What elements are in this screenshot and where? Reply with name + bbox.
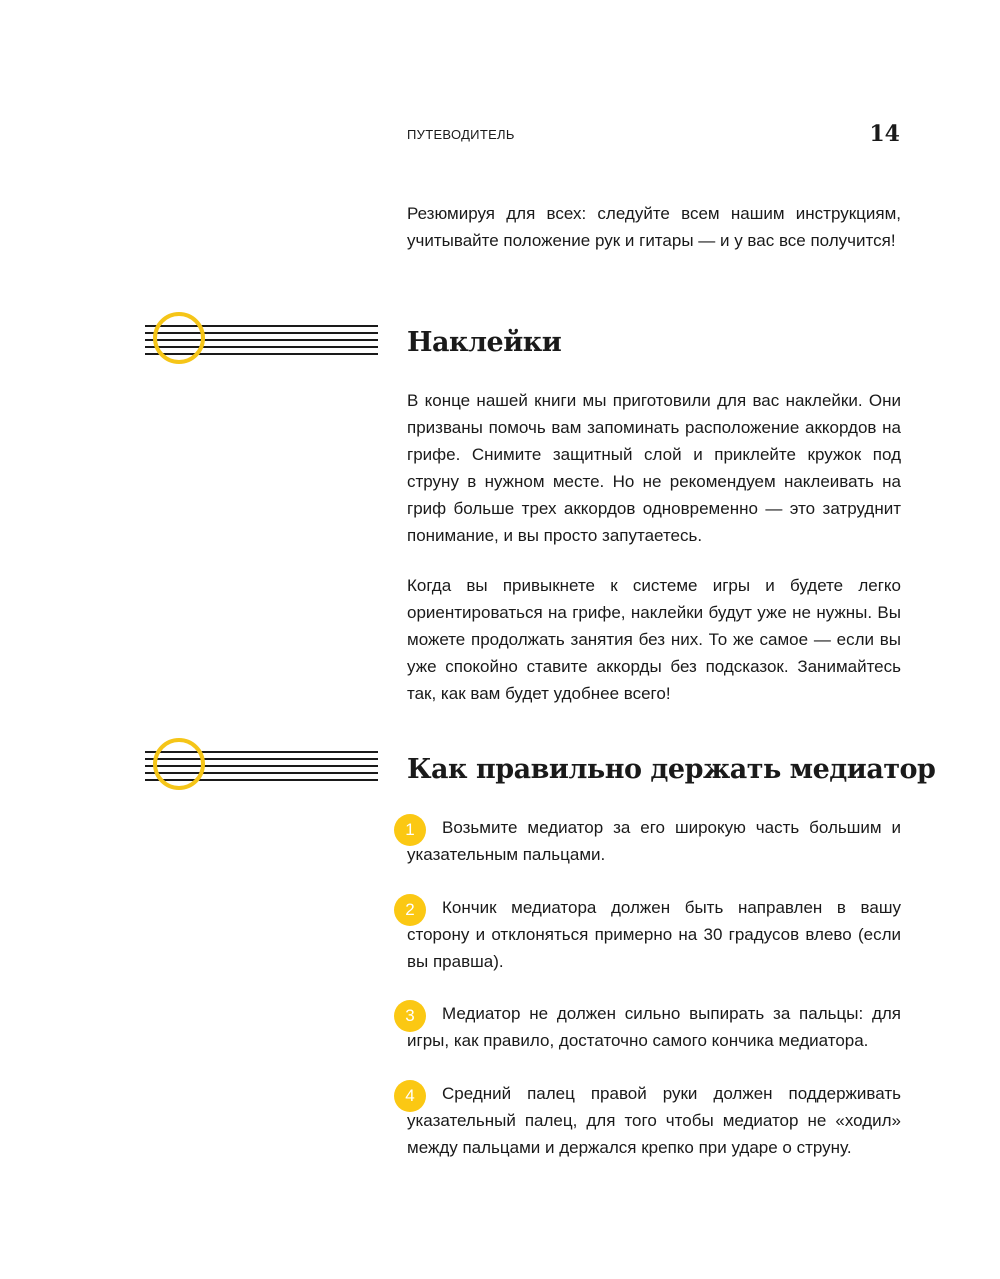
staff-ornament-icon bbox=[145, 738, 378, 798]
list-item bbox=[407, 1080, 901, 1161]
number-badge-icon: 1 bbox=[394, 814, 426, 846]
section-heading-stickers: Наклейки bbox=[407, 327, 562, 358]
stickers-body bbox=[407, 387, 901, 549]
list-item bbox=[407, 814, 901, 868]
list-item bbox=[407, 894, 901, 975]
pick-heading-block bbox=[407, 754, 936, 785]
running-head: ПУТЕВОДИТЕЛЬ bbox=[407, 127, 515, 142]
stickers-paragraph-1: В конце нашей книги мы приготовили для вас наклейки. Они призваны помочь вам запоминать расположение аккордов на грифе. Снимите защитный слой и приклейте кружок под струну в нужном месте. Но не рекомендуем наклеивать на гриф больше трех аккордов одновременно — это затруднит понимание, и вы просто запутаетесь. bbox=[407, 391, 901, 545]
intro-block bbox=[407, 200, 901, 254]
number-badge-icon: 4 bbox=[394, 1080, 426, 1112]
section-heading-pick: Как правильно держать медиатор bbox=[407, 754, 936, 785]
list-item-text: Кончик медиатора должен быть направлен в вашу сторону и отклоняться примерно на 30 градусов влево (если вы правша). bbox=[407, 898, 901, 971]
list-item-text: Возьмите медиатор за его широкую часть большим и указательным пальцами. bbox=[407, 818, 901, 864]
stickers-paragraph-2: Когда вы привыкнете к системе игры и будете легко ориентироваться на грифе, наклейки будут уже не нужны. Вы можете продолжать занятия без них. То же самое — если вы уже спокойно ставите аккорды без подсказок. Занимайтесь так, как вам будет удобнее всего! bbox=[407, 576, 901, 703]
list-item-text: Средний палец правой руки должен поддерживать указательный палец, для того чтобы медиатор не «ходил» между пальцами и держался крепко при ударе о струну. bbox=[407, 1084, 901, 1157]
staff-ornament-icon bbox=[145, 312, 378, 372]
stickers-heading-block bbox=[407, 327, 901, 358]
list-item bbox=[407, 1000, 901, 1054]
intro-paragraph: Резюмируя для всех: следуйте всем нашим инструкциям, учитывайте положение рук и гитары — и у вас все получится! bbox=[407, 204, 901, 250]
page-number: 14 bbox=[869, 121, 900, 147]
number-badge-icon: 3 bbox=[394, 1000, 426, 1032]
number-badge-icon: 2 bbox=[394, 894, 426, 926]
list-item-text: Медиатор не должен сильно выпирать за пальцы: для игры, как правило, достаточно самого кончика медиатора. bbox=[407, 1004, 901, 1050]
stickers-body-2 bbox=[407, 572, 901, 707]
